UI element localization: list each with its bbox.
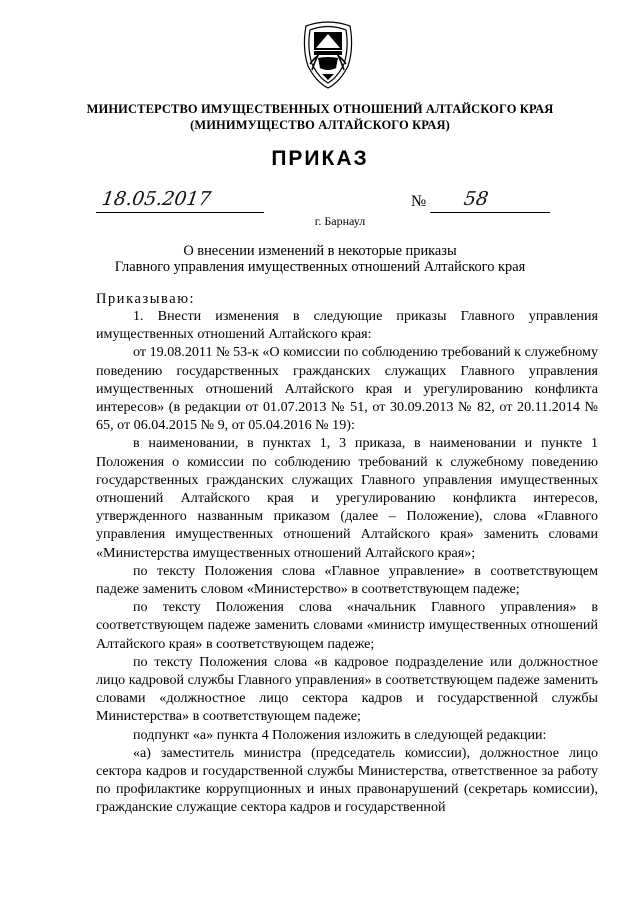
paragraph: по тексту Положения слова «начальник Главного управления» в соответствующем падеже заменить словами «министр имущественных отношений Алтайского края» в соответствующем падеже; <box>96 599 598 652</box>
ministry-name: МИНИСТЕРСТВО ИМУЩЕСТВЕННЫХ ОТНОШЕНИЙ АЛТАЙСКОГО КРАЯ <box>86 102 554 116</box>
document-body <box>96 307 598 817</box>
document-title: ПРИКАЗ <box>271 147 369 170</box>
paragraph: в наименовании, в пунктах 1, 3 приказа, в наименовании и пункте 1 Положения о комиссии по соблюдению требований к служебному поведению государственных гражданских служащих Главного управления имущественных отношений Алтайского края и урегулированию конфликта интересов, утвержденного названным приказом (далее – Положение), слова «Главного управления имущественных отношений Алтайского края» заменить словами «Министерства имущественных отношений Алтайского края»; <box>96 435 598 561</box>
city: г. Барнаул <box>314 214 366 228</box>
paragraph: по тексту Положения слова «Главное управление» в соответствующем падеже заменить словом «Министерство» в соответствующем падеже; <box>96 562 598 598</box>
paragraph: от 19.08.2011 № 53-к «О комиссии по соблюдению требований к служебному поведению государственных гражданских служащих Главного управления имущественных отношений Алтайского края и урегулированию конфликта интересов» (в редакции от 01.07.2013 № 51, от 30.09.2013 № 82, от 20.11.2014 № 65, от 06.04.2015 № 9, от 05.04.2016 № 19): <box>96 344 598 434</box>
date-field <box>96 190 264 213</box>
order-word: Приказываю: <box>96 291 196 307</box>
number-field <box>430 190 550 213</box>
subject-line: Главного управления имущественных отношений Алтайского края <box>114 259 526 275</box>
ministry-short-name: (МИНИМУЩЕСТВО АЛТАЙСКОГО КРАЯ) <box>190 118 450 132</box>
paragraph: по тексту Положения слова «в кадровое подразделение или должностное лицо кадровой службы Главного управления» в соответствующем падеже заменить словами «должностное лицо сектора кадров и государственной службы Министерства» в соответствующем падеже; <box>96 653 598 725</box>
subject-line: О внесении изменений в некоторые приказы <box>183 243 457 259</box>
paragraph: 1. Внести изменения в следующие приказы Главного управления имущественных отношений Алтайского края: <box>96 308 598 343</box>
emblem <box>296 18 360 92</box>
handwritten-number: 58 <box>462 188 490 210</box>
subject <box>0 243 640 275</box>
paragraph: подпункт «а» пункта 4 Положения изложить в следующей редакции: <box>133 726 547 743</box>
handwritten-date: 18.05.2017 <box>100 188 213 210</box>
altai-krai-coat-of-arms-icon <box>296 18 360 92</box>
paragraph: «а) заместитель министра (председатель комиссии), должностное лицо сектора кадров и государственной службы Министерства, ответственное за работу по профилактике коррупционных и иных правонарушений (секретарь комиссии), гражданские служащие сектора кадров и государственной <box>96 744 598 816</box>
number-sign: № <box>411 193 427 210</box>
